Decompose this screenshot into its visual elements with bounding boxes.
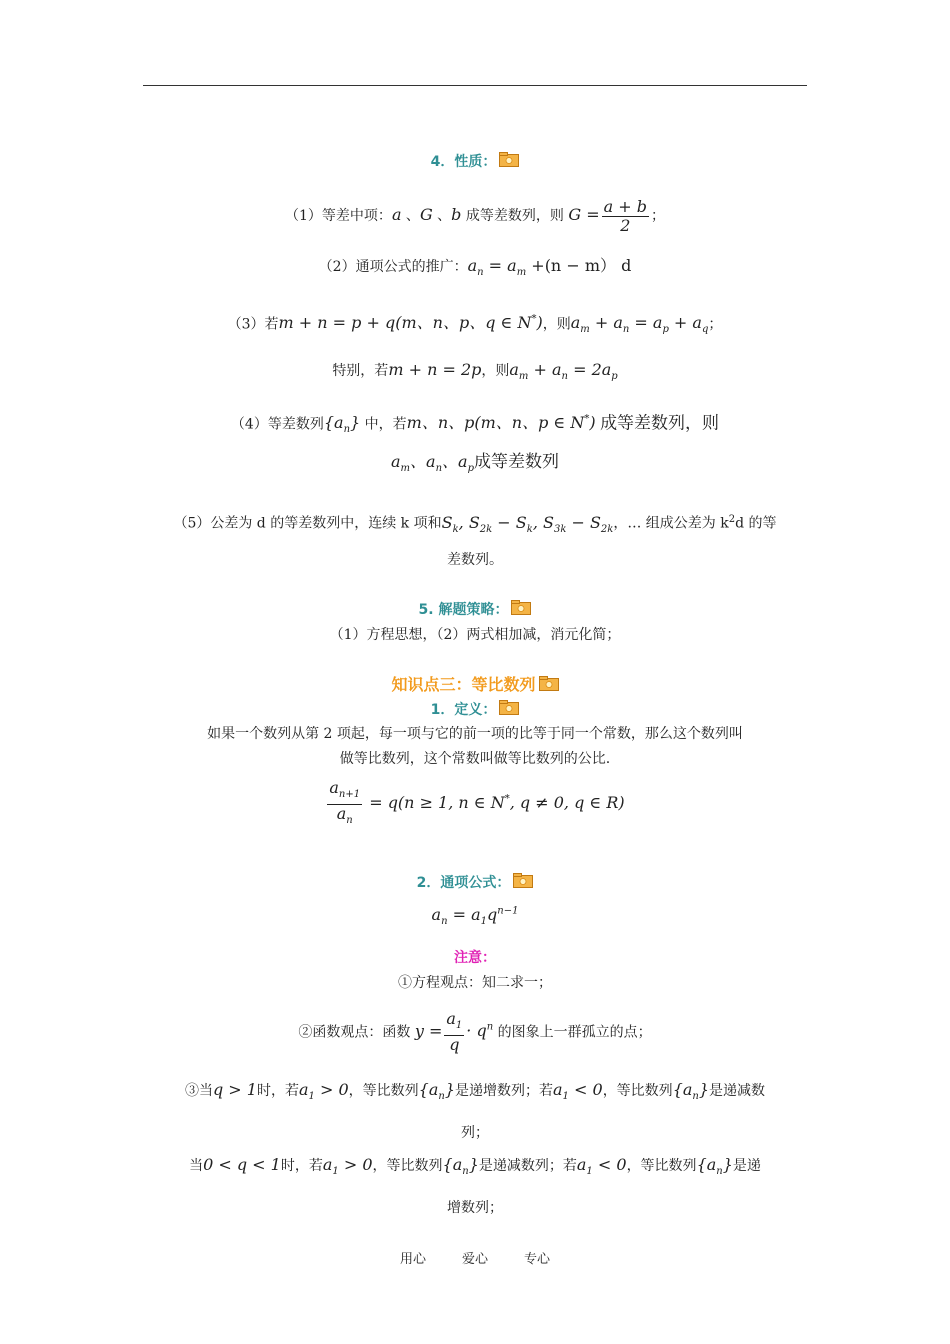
property-2: （2）通项公式的推广：$a_n = a_m +(n - m)$ d — [318, 256, 632, 279]
property-3: （3）若m + n = p + q(m、n、p、q ∈ N*)，则$a_m + a_n = a_p + a_q$； — [227, 313, 723, 336]
folder-icon[interactable] — [513, 873, 533, 888]
property-4: （4）等差数列$\{a_n\}$ 中，若m、n、p(m、n、p ∈ N*) 成等差数列，则 — [230, 413, 720, 436]
section-5-heading: 5. 解题策略： — [0, 600, 950, 620]
folder-icon[interactable] — [539, 676, 559, 691]
note-4: 当0 < q < 1时，若$a_1 > 0$，等比数列$\{a_n\}$是递减数列；若$a_1 < 0$，等比数列$\{a_n\}$是递 — [189, 1155, 761, 1178]
definition-formula: $\frac{a_{n+1}}{a_n}$ = q(n ≥ 1, n ∈ N*, q ≠ 0, q ∈ R) — [329, 777, 625, 827]
knowledge-point-3-title: 知识点三：等比数列 — [0, 675, 950, 696]
note-2: ②函数观点：函数 y = $\frac{a_1}{q}$ · $q^n$ 的图象上一群孤立的点； — [298, 1009, 652, 1055]
note-3-line2: 列； — [461, 1125, 489, 1141]
general-term-heading: 2．通项公式： — [0, 873, 950, 893]
property-5: （5）公差为 d 的等差数列中，连续 k 项和$S_k$, $S_{2k} - S_k$, $S_{3k} - S_{2k}$，… 组成公差为 $k^2d$ 的等 — [173, 512, 777, 535]
folder-icon[interactable] — [499, 700, 519, 715]
property-5-line2: 差数列。 — [447, 552, 503, 568]
property-1: （1）等差中项：a 、G 、b 成等差数列，则 G = $\frac{a + b}{2}$ ； — [285, 196, 665, 235]
section-4-heading: 4．性质： — [0, 152, 950, 172]
note-heading: 注意： — [454, 950, 496, 966]
property-4-line2: $a_m$、$a_n$、$a_p$成等差数列 — [391, 452, 559, 475]
header-rule — [143, 85, 807, 86]
definition-line-2: 做等比数列，这个常数叫做等比数列的公比. — [339, 751, 611, 767]
folder-icon[interactable] — [511, 600, 531, 615]
note-1: ①方程观点：知二求一； — [398, 975, 552, 991]
general-term-formula: $a_n = a_1q^{n-1}$ — [431, 905, 519, 928]
note-4-line2: 增数列； — [447, 1200, 503, 1216]
footer: 用心 爱心 专心 — [399, 1252, 551, 1267]
folder-icon[interactable] — [499, 152, 519, 167]
note-3: ③当q > 1时，若$a_1 > 0$，等比数列$\{a_n\}$是递增数列；若$a_1 < 0$，等比数列$\{a_n\}$是递减数 — [184, 1080, 766, 1103]
definition-line-1: 如果一个数列从第 2 项起，每一项与它的前一项的比等于同一个常数，那么这个数列叫 — [207, 726, 743, 742]
definition-heading: 1．定义： — [0, 700, 950, 720]
section-5-text: （1）方程思想，（2）两式相加减，消元化简； — [329, 627, 621, 643]
fraction: $\frac{a + b}{2}$ — [603, 196, 647, 235]
property-3-special: 特别，若m + n = 2p，则$a_m + a_n = 2a_p$ — [332, 360, 618, 383]
